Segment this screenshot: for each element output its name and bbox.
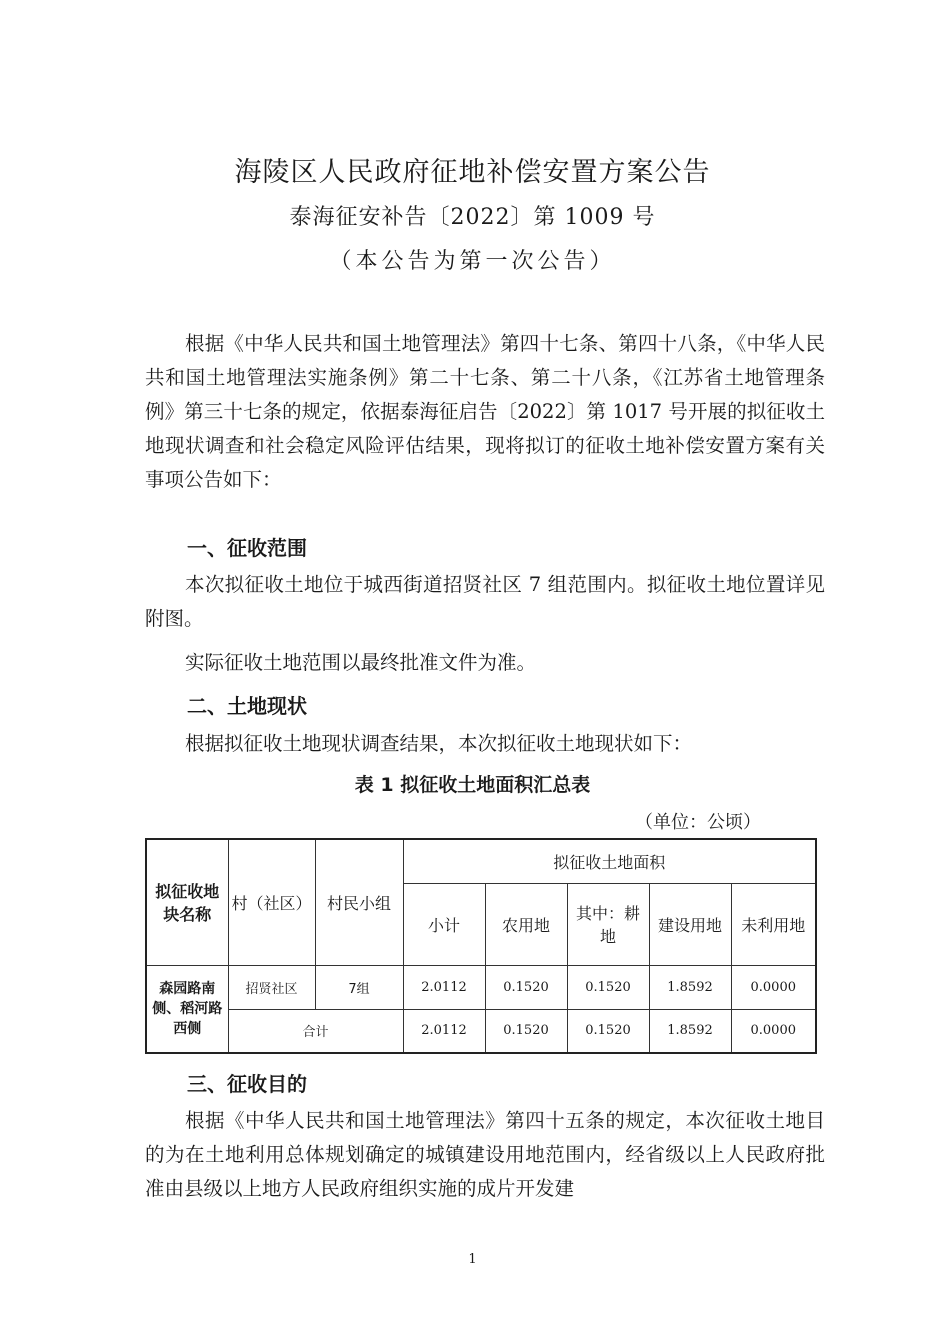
row-village: 招贤社区 — [228, 965, 315, 1009]
notice-subtitle: （本公告为第一次公告） — [329, 249, 616, 274]
section-2-paragraph-1: 根据拟征收土地现状调查结果，本次拟征收土地现状如下： — [185, 732, 693, 755]
section-1-paragraph-2: 实际征收土地范围以最终批准文件为准。 — [185, 651, 537, 674]
total-arable: 0.1520 — [567, 1009, 649, 1053]
table-row — [146, 965, 816, 1009]
row-construction: 1.8592 — [649, 965, 731, 1009]
section-1-heading: 一、征收范围 — [187, 536, 307, 560]
total-farmland: 0.1520 — [485, 1009, 567, 1053]
header-construction: 建设用地 — [649, 883, 731, 965]
header-arable: 其中：耕地 — [567, 883, 649, 965]
table-unit: （单位：公顷） — [635, 812, 761, 833]
header-farmland: 农用地 — [485, 883, 567, 965]
row-arable: 0.1520 — [567, 965, 649, 1009]
section-3-heading: 三、征收目的 — [187, 1072, 307, 1096]
table-caption: 表 1 拟征收土地面积汇总表 — [354, 774, 591, 796]
row-subtotal: 2.0112 — [403, 965, 485, 1009]
row-villager-group: 7组 — [315, 965, 403, 1009]
total-unused: 0.0000 — [731, 1009, 816, 1053]
total-subtotal: 2.0112 — [403, 1009, 485, 1053]
section-1-paragraph-1: 本次拟征收土地位于城西街道招贤社区 7 组范围内。拟征收土地位置详见附图。 — [145, 573, 825, 630]
document-title: 海陵区人民政府征地补偿安置方案公告 — [234, 157, 711, 188]
header-village: 村（社区） — [228, 839, 315, 965]
section-3-paragraph-1: 根据《中华人民共和国土地管理法》第四十五条的规定，本次征收土地目的为在土地利用总体规划确定的城镇建设用地范围内，经省级以上人民政府批准由县级以上地方人民政府组织实施的成片开发建 — [145, 1109, 825, 1200]
total-construction: 1.8592 — [649, 1009, 731, 1053]
row-farmland: 0.1520 — [485, 965, 567, 1009]
land-area-table — [145, 838, 817, 1054]
header-villager-group: 村民小组 — [315, 839, 403, 965]
section-2-heading: 二、土地现状 — [187, 694, 307, 718]
header-subtotal: 小计 — [403, 883, 485, 965]
total-label: 合计 — [228, 1009, 403, 1053]
row-block-name: 森园路南侧、稻河路西侧 — [146, 965, 228, 1053]
header-unused: 未利用地 — [731, 883, 816, 965]
document-number: 泰海征安补告〔2022〕第 1009 号 — [289, 205, 656, 230]
page-number: 1 — [468, 1252, 477, 1267]
row-unused: 0.0000 — [731, 965, 816, 1009]
header-block-name: 拟征收地块名称 — [146, 839, 228, 965]
header-area-group: 拟征收土地面积 — [403, 839, 816, 883]
intro-paragraph: 根据《中华人民共和国土地管理法》第四十七条、第四十八条，《中华人民共和国土地管理法实施条例》第二十七条、第二十八条，《江苏省土地管理条例》第三十七条的规定，依据泰海征启告〔2022〕第 1017 号开展的拟征收土地现状调查和社会稳定风险评估结果，现将拟订的征收土地补偿安置方案有关事项公告如下： — [145, 332, 825, 491]
table-total-row — [146, 1009, 816, 1053]
